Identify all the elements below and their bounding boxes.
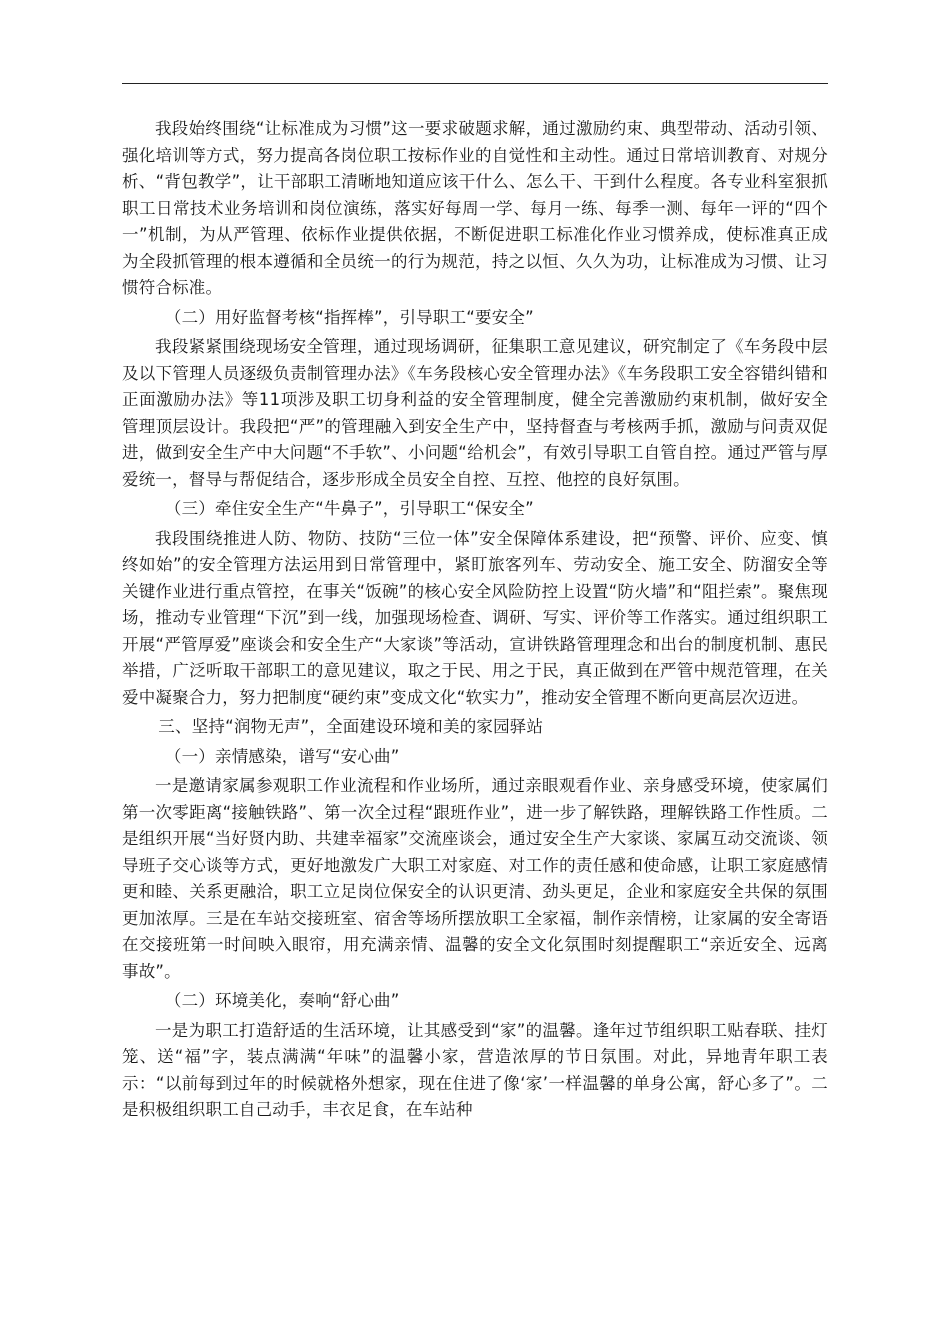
paragraph-safety-management: 我段紧紧围绕现场安全管理，通过现场调研，征集职工意见建议，研究制定了《车务段中层及以下管理人员逐级负责制管理办法》《车务段核心安全管理办法》《车务段职工安全容错纠错和正面激励办法》等11项涉及职工切身利益的安全管理制度，健全完善激励约束机制，做好安全管理顶层设计。我段把“严”的管理融入到安全生产中，坚持督查与考核两手抓，激励与问责双促进，做到安全生产中大问题“不手软”、小问题“给机会”，有效引导职工自管自控。通过严管与厚爱统一，督导与帮促结合，逐步形成全员安全自控、互控、他控的良好氛围。 (122, 337, 828, 489)
paragraph-family-visit: 一是邀请家属参观职工作业流程和作业场所，通过亲眼观看作业、亲身感受环境，使家属们第一次零距离“接触铁路”、第一次全过程“跟班作业”，进一步了解铁路，理解铁路工作性质。二是组织开展“当好贤内助、共建幸福家”交流座谈会，通过安全生产大家谈、家属互动交流谈、领导班子交心谈等方式，更好地激发广大职工对家庭、对工作的责任感和使命感，让职工家庭感情更和睦、关系更融洽，职工立足岗位保安全的认识更清、劲头更足，企业和家庭安全共保的氛围更加浓厚。三是在车站交接班室、宿舍等场所摆放职工全家福，制作亲情榜，让家属的安全寄语在交接班第一时间映入眼帘，用充满亲情、温馨的安全文化氛围时刻提醒职工“亲近安全、远离事故”。 (122, 776, 828, 981)
header-rule (122, 83, 828, 84)
subheading-safety-production: （三）牵住安全生产“牛鼻子”，引导职工“保安全” (164, 499, 534, 518)
subheading-environment: （二）环境美化，奏响“舒心曲” (164, 991, 400, 1010)
paragraph-environment: 一是为职工打造舒适的生活环境，让其感受到“家”的温馨。逢年过节组织职工贴春联、挂灯笼、送“福”字，装点满满“年味”的温馨小家，营造浓厚的节日氛围。对此，异地青年职工表示：“以前每到过年的时候就格外想家，现在住进了像‘家’一样温馨的单身公寓，舒心多了”。二是积极组织职工自己动手，丰衣足食，在车站种 (122, 1020, 828, 1119)
paragraph-three-in-one: 我段围绕推进人防、物防、技防“三位一体”安全保障体系建设，把“预警、评价、应变、慎终如始”的安全管理方法运用到日常管理中，紧盯旅客列车、劳动安全、施工安全、防溜安全等关键作业进行重点管控，在事关“饭碗”的核心安全风险防控上设置“防火墙”和“阻拦索”。聚焦现场，推动专业管理“下沉”到一线，加强现场检查、调研、写实、评价等工作落实。通过组织职工开展“严管厚爱”座谈会和安全生产“大家谈”等活动，宣讲铁路管理理念和出台的制度机制、惠民举措，广泛听取干部职工的意见建议，取之于民、用之于民，真正做到在严管中规范管理，在关爱中凝聚合力，努力把制度“硬约束”变成文化“软实力”，推动安全管理不断向更高层次迈进。 (122, 528, 828, 707)
document-body (122, 116, 828, 1124)
section-heading-three: 三、坚持“润物无声”，全面建设环境和美的家园驿站 (158, 717, 544, 736)
subheading-family: （一）亲情感染，谱写“安心曲” (164, 746, 400, 766)
paragraph-standards-habit: 我段始终围绕“让标准成为习惯”这一要求破题求解，通过激励约束、典型带动、活动引领、强化培训等方式，努力提高各岗位职工按标作业的自觉性和主动性。通过日常培训教育、对规分析、“背包教学”，让干部职工清晰地知道应该干什么、怎么干、干到什么程度。各专业科室狠抓职工日常技术业务培训和岗位演练，落实好每周一学、每月一练、每季一测、每年一评的“四个一”机制，为从严管理、依标作业提供依据，不断促进职工标准化作业习惯养成，使标准真正成为全段抓管理的根本遵循和全员统一的行为规范，持之以恒、久久为功，让标准成为习惯、让习惯符合标准。 (122, 119, 828, 297)
subheading-supervision: （二）用好监督考核“指挥棒”，引导职工“要安全” (164, 307, 534, 327)
